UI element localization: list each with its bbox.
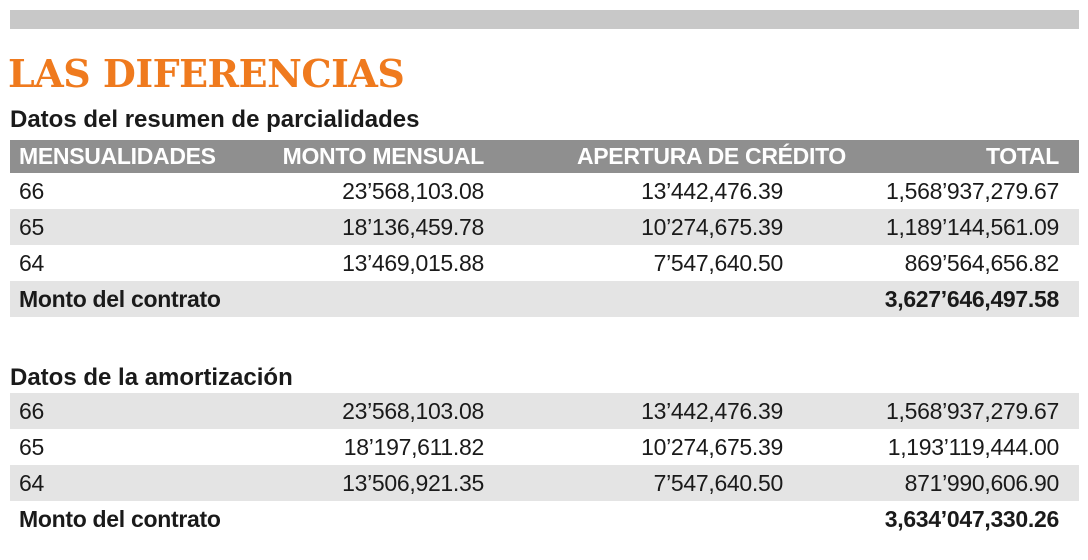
cell-mensualidades: 65 (19, 214, 44, 240)
cell-monto-mensual: 13’506,921.35 (342, 470, 484, 496)
total-row (10, 501, 1079, 537)
section-heading-resumen: Datos del resumen de parcialidades (10, 106, 420, 133)
total-value: 3,627’646,497.58 (884, 286, 1059, 312)
cell-mensualidades: 64 (19, 470, 44, 496)
total-row (10, 281, 1079, 317)
cell-apertura: 10’274,675.39 (641, 434, 783, 460)
table-row (10, 173, 1079, 209)
cell-apertura: 13’442,476.39 (641, 398, 783, 424)
cell-total: 1,568’937,279.67 (886, 398, 1059, 424)
table-row (10, 393, 1079, 429)
table-row (10, 465, 1079, 501)
cell-total: 1,193’119,444.00 (887, 434, 1059, 460)
column-header-mensualidades: MENSUALIDADES (19, 143, 216, 169)
column-header-monto-mensual: MONTO MENSUAL (282, 143, 484, 169)
cell-mensualidades: 66 (19, 178, 44, 204)
resumen-table (10, 140, 1079, 317)
cell-total: 871’990,606.90 (904, 470, 1059, 496)
cell-apertura: 7’547,640.50 (653, 470, 783, 496)
cell-mensualidades: 66 (19, 398, 44, 424)
cell-mensualidades: 65 (19, 434, 44, 460)
cell-monto-mensual: 18’136,459.78 (342, 214, 484, 240)
amortizacion-table (10, 393, 1079, 537)
cell-monto-mensual: 23’568,103.08 (342, 398, 484, 424)
section-heading-amortizacion: Datos de la amortización (10, 364, 293, 391)
column-header-apertura: APERTURA DE CRÉDITO (576, 143, 846, 169)
table-header (10, 140, 1079, 173)
total-label: Monto del contrato (19, 506, 221, 532)
column-header-total: TOTAL (985, 143, 1059, 169)
total-label: Monto del contrato (19, 286, 221, 312)
table-row (10, 245, 1079, 281)
cell-apertura: 13’442,476.39 (641, 178, 783, 204)
cell-total: 869’564,656.82 (904, 250, 1059, 276)
cell-apertura: 10’274,675.39 (641, 214, 783, 240)
cell-total: 1,568’937,279.67 (886, 178, 1059, 204)
total-value: 3,634’047,330.26 (884, 506, 1059, 532)
table-row (10, 429, 1079, 465)
cell-mensualidades: 64 (19, 250, 44, 276)
cell-monto-mensual: 23’568,103.08 (342, 178, 484, 204)
cell-total: 1,189’144,561.09 (886, 214, 1059, 240)
page-title: LAS DIFERENCIAS (8, 51, 405, 96)
cell-monto-mensual: 18’197,611.82 (343, 434, 484, 460)
top-divider-bar (10, 10, 1079, 29)
table-row (10, 209, 1079, 245)
cell-monto-mensual: 13’469,015.88 (342, 250, 484, 276)
cell-apertura: 7’547,640.50 (653, 250, 783, 276)
